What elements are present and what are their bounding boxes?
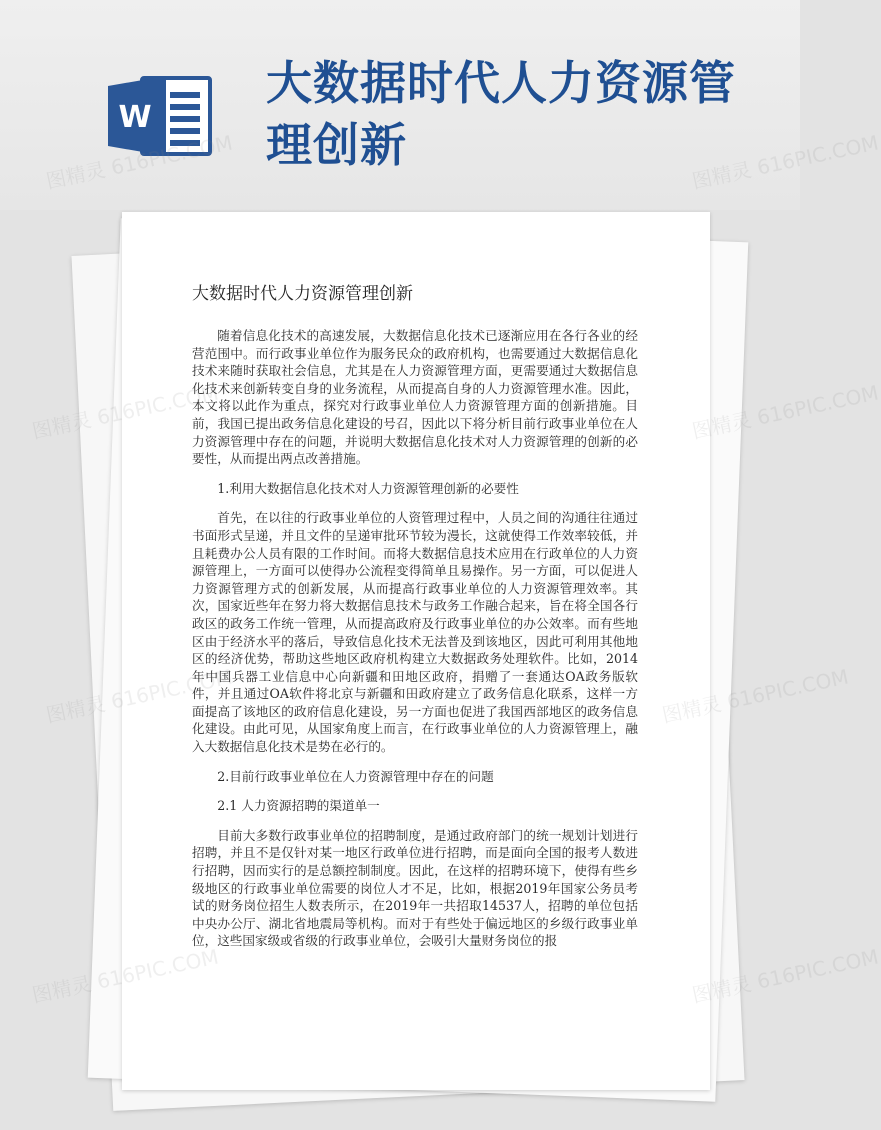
subsection-heading-2-1: 2.1 人力资源招聘的渠道单一 bbox=[217, 798, 380, 814]
intro-paragraph: 随着信息化技术的高速发展，大数据信息化技术已逐渐应用在各行各业的经营范围中。而行政事业单位作为服务民众的政府机构，也需要通过大数据信息化技术来随时获取社会信息，尤其是在人力资源管理方面，更需要通过大数据信息化技术来创新转变自身的业务流程，从而提高自身的人力资源管理水准。因此，本文将以此作为重点，探究对行政事业单位人力资源管理方面的创新措施。目前，我国已提出政务信息化建设的号召，因此以下将分析目前行政事业单位在人力资源管理中存在的问题，并说明大数据信息化技术对人力资源管理的创新的必要性，从而提出两点改善措施。 bbox=[192, 328, 638, 467]
section-1-paragraph: 首先，在以往的行政事业单位的人资管理过程中，人员之间的沟通往往通过书面形式呈递，并且文件的呈递审批环节较为漫长，这就使得工作效率较低，并且耗费办公人员有限的工作时间。而将大数据信息技术应用在行政单位的人力资源管理上，一方面可以使得办公流程变得简单且易操作。另一方面，可以促进人力资源管理方式的创新发展，从而提高行政事业单位的人力资源管理效率。其次，国家近些年在努力将大数据信息技术与政务工作融合起来，旨在将全国各行政区的政务工作统一管理，从而提高政府及行政事业单位的办公效率。而有些地区由于经济水平的落后，导致信息化技术无法普及到该地区，因此可利用其他地区的经济优势，帮助这些地区政府机构建立大数据政务处理软件。比如，2014年中国兵器工业信息中心向新疆和田地区政府，捐赠了一套通达OA政务版软件，并且通过OA软件将北京与新疆和田政府建立了政务信息化联系，这样一方面提高了该地区的政府信息化建设，另一方面也促进了我国西部地区的政务信息化建设。由此可见，从国家角度上而言，在行政事业单位的人力资源管理上，融入大数据信息化技术是势在必行的。 bbox=[192, 510, 638, 755]
watermark-text: 图精灵 616PIC.COM bbox=[689, 380, 881, 444]
watermark-text: 616PIC.COM bbox=[754, 130, 881, 180]
word-document-icon bbox=[108, 72, 214, 158]
watermark-text: 图精灵 616PIC.COM bbox=[689, 944, 881, 1008]
document-page bbox=[122, 212, 710, 1090]
watermark-text: 图精灵 616PIC.COM bbox=[659, 664, 851, 728]
document-body bbox=[192, 282, 638, 950]
word-logo-letter: W bbox=[118, 100, 152, 135]
section-heading-1: 1.利用大数据信息化技术对人力资源管理创新的必要性 bbox=[217, 480, 519, 496]
banner-title: 大数据时代人力资源管理创新 bbox=[266, 56, 736, 172]
document-title: 大数据时代人力资源管理创新 bbox=[192, 284, 413, 304]
watermark-text: 图精灵 bbox=[29, 407, 94, 444]
watermark-text: 图精灵 bbox=[43, 691, 108, 728]
subsection-2-1-paragraph: 目前大多数行政事业单位的招聘制度，是通过政府部门的统一规划计划进行招聘，并且不是仅针对某一地区行政单位进行招聘，而是面向全国的报考人数进行招聘，因而实行的是总额控制制度。因此，在这样的招聘环境下，使得有些乡级地区的行政事业单位需要的岗位人才不足，比如，根据2019年国家公务员考试的财务岗位招生人数表所示，在2019年一共招取14537人，招聘的单位包括中央办公厅、湖北省地震局等机构。而对于有些处于偏远地区的乡级行政事业单位，这些国家级或省级的行政事业单位，会吸引大量财务岗位的报 bbox=[192, 827, 638, 949]
watermark-text: 图精灵 bbox=[29, 971, 94, 1008]
section-heading-2: 2.目前行政事业单位在人力资源管理中存在的问题 bbox=[217, 768, 494, 784]
